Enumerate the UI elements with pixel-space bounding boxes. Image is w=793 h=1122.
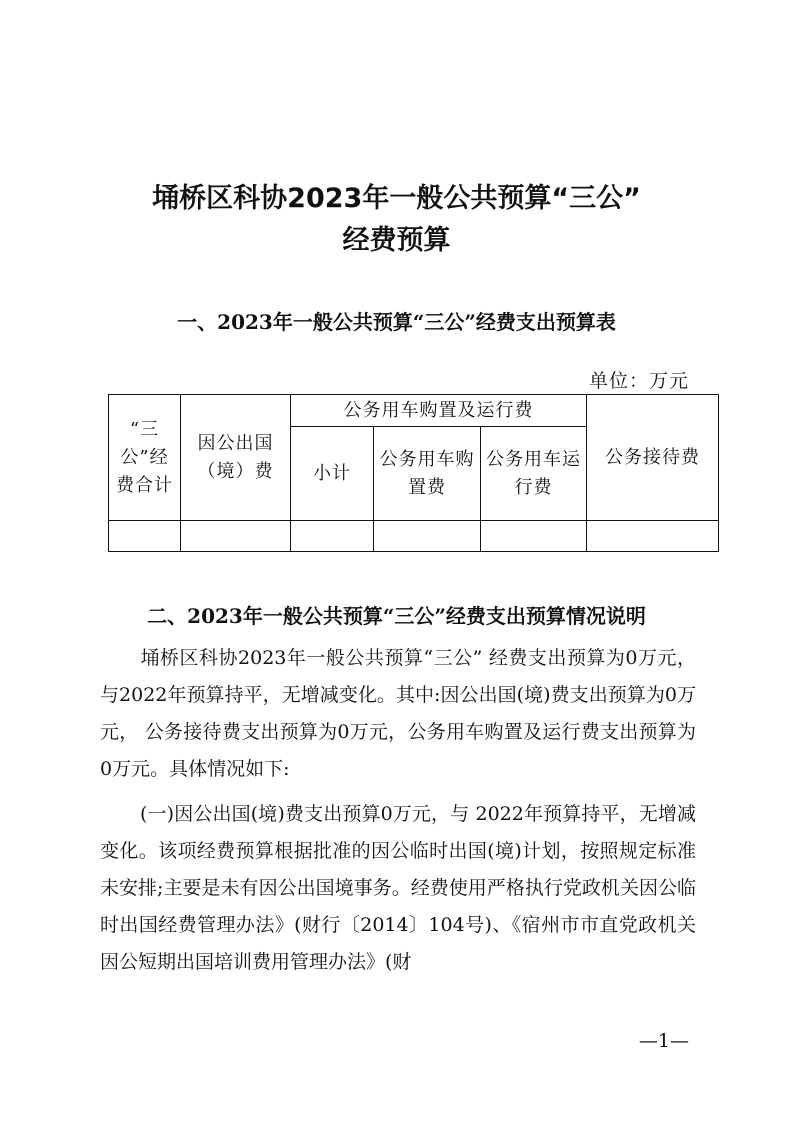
paragraph-2: [100, 796, 696, 981]
paragraph-1-text: 埇桥区科协2023年一般公共预算“三公” 经费支出预算为0万元，与2022年预算持平，无增减变化。其中:因公出国(境)费支出预算为0万元， 公务接待费支出预算为0万元，公务用车购置及运行费支出预算为0万元。具体情况如下:: [100, 647, 696, 780]
budget-table: [108, 394, 719, 552]
page-number: —1—: [638, 1030, 689, 1052]
unit-label: 单位：万元: [588, 370, 689, 392]
paragraph-2-text: (一)因公出国(境)费支出预算0万元，与 2022年预算持平，无增减变化。该项经费预算根据批准的因公临时出国(境)计划，按照规定标准未安排;主要是未有因公出国境事务。经费使用严格执行党政机关因公临时出国经费管理办法》(财行〔2014〕104号)、《宿州市市直党政机关因公短期出国培训费用管理办法》(财: [100, 803, 696, 973]
header-reception: 公务接待费: [587, 395, 719, 521]
paragraph-1: [100, 640, 696, 788]
table-cell: [587, 521, 719, 552]
header-vehicle-group: 公务用车购置及运行费: [291, 395, 587, 427]
table-cell: [374, 521, 481, 552]
section2-heading: 二、2023年一般公共预算“三公”经费支出预算情况说明: [147, 604, 646, 628]
table-cell: [181, 521, 291, 552]
section1-heading: 一、2023年一般公共预算“三公”经费支出预算表: [177, 310, 616, 334]
document-title-line1: 埇桥区科协2023年一般公共预算“三公”: [152, 183, 641, 214]
header-abroad: 因公出国（境）费: [181, 395, 291, 521]
header-subtotal: 小计: [291, 427, 374, 521]
table-cell: [481, 521, 587, 552]
document-title-line2: 经费预算: [342, 225, 451, 256]
table-cell: [291, 521, 374, 552]
header-total: “三公”经费合计: [109, 395, 181, 521]
header-purchase: 公务用车购置费: [374, 427, 481, 521]
header-operation: 公务用车运行费: [481, 427, 587, 521]
table-cell: [109, 521, 181, 552]
